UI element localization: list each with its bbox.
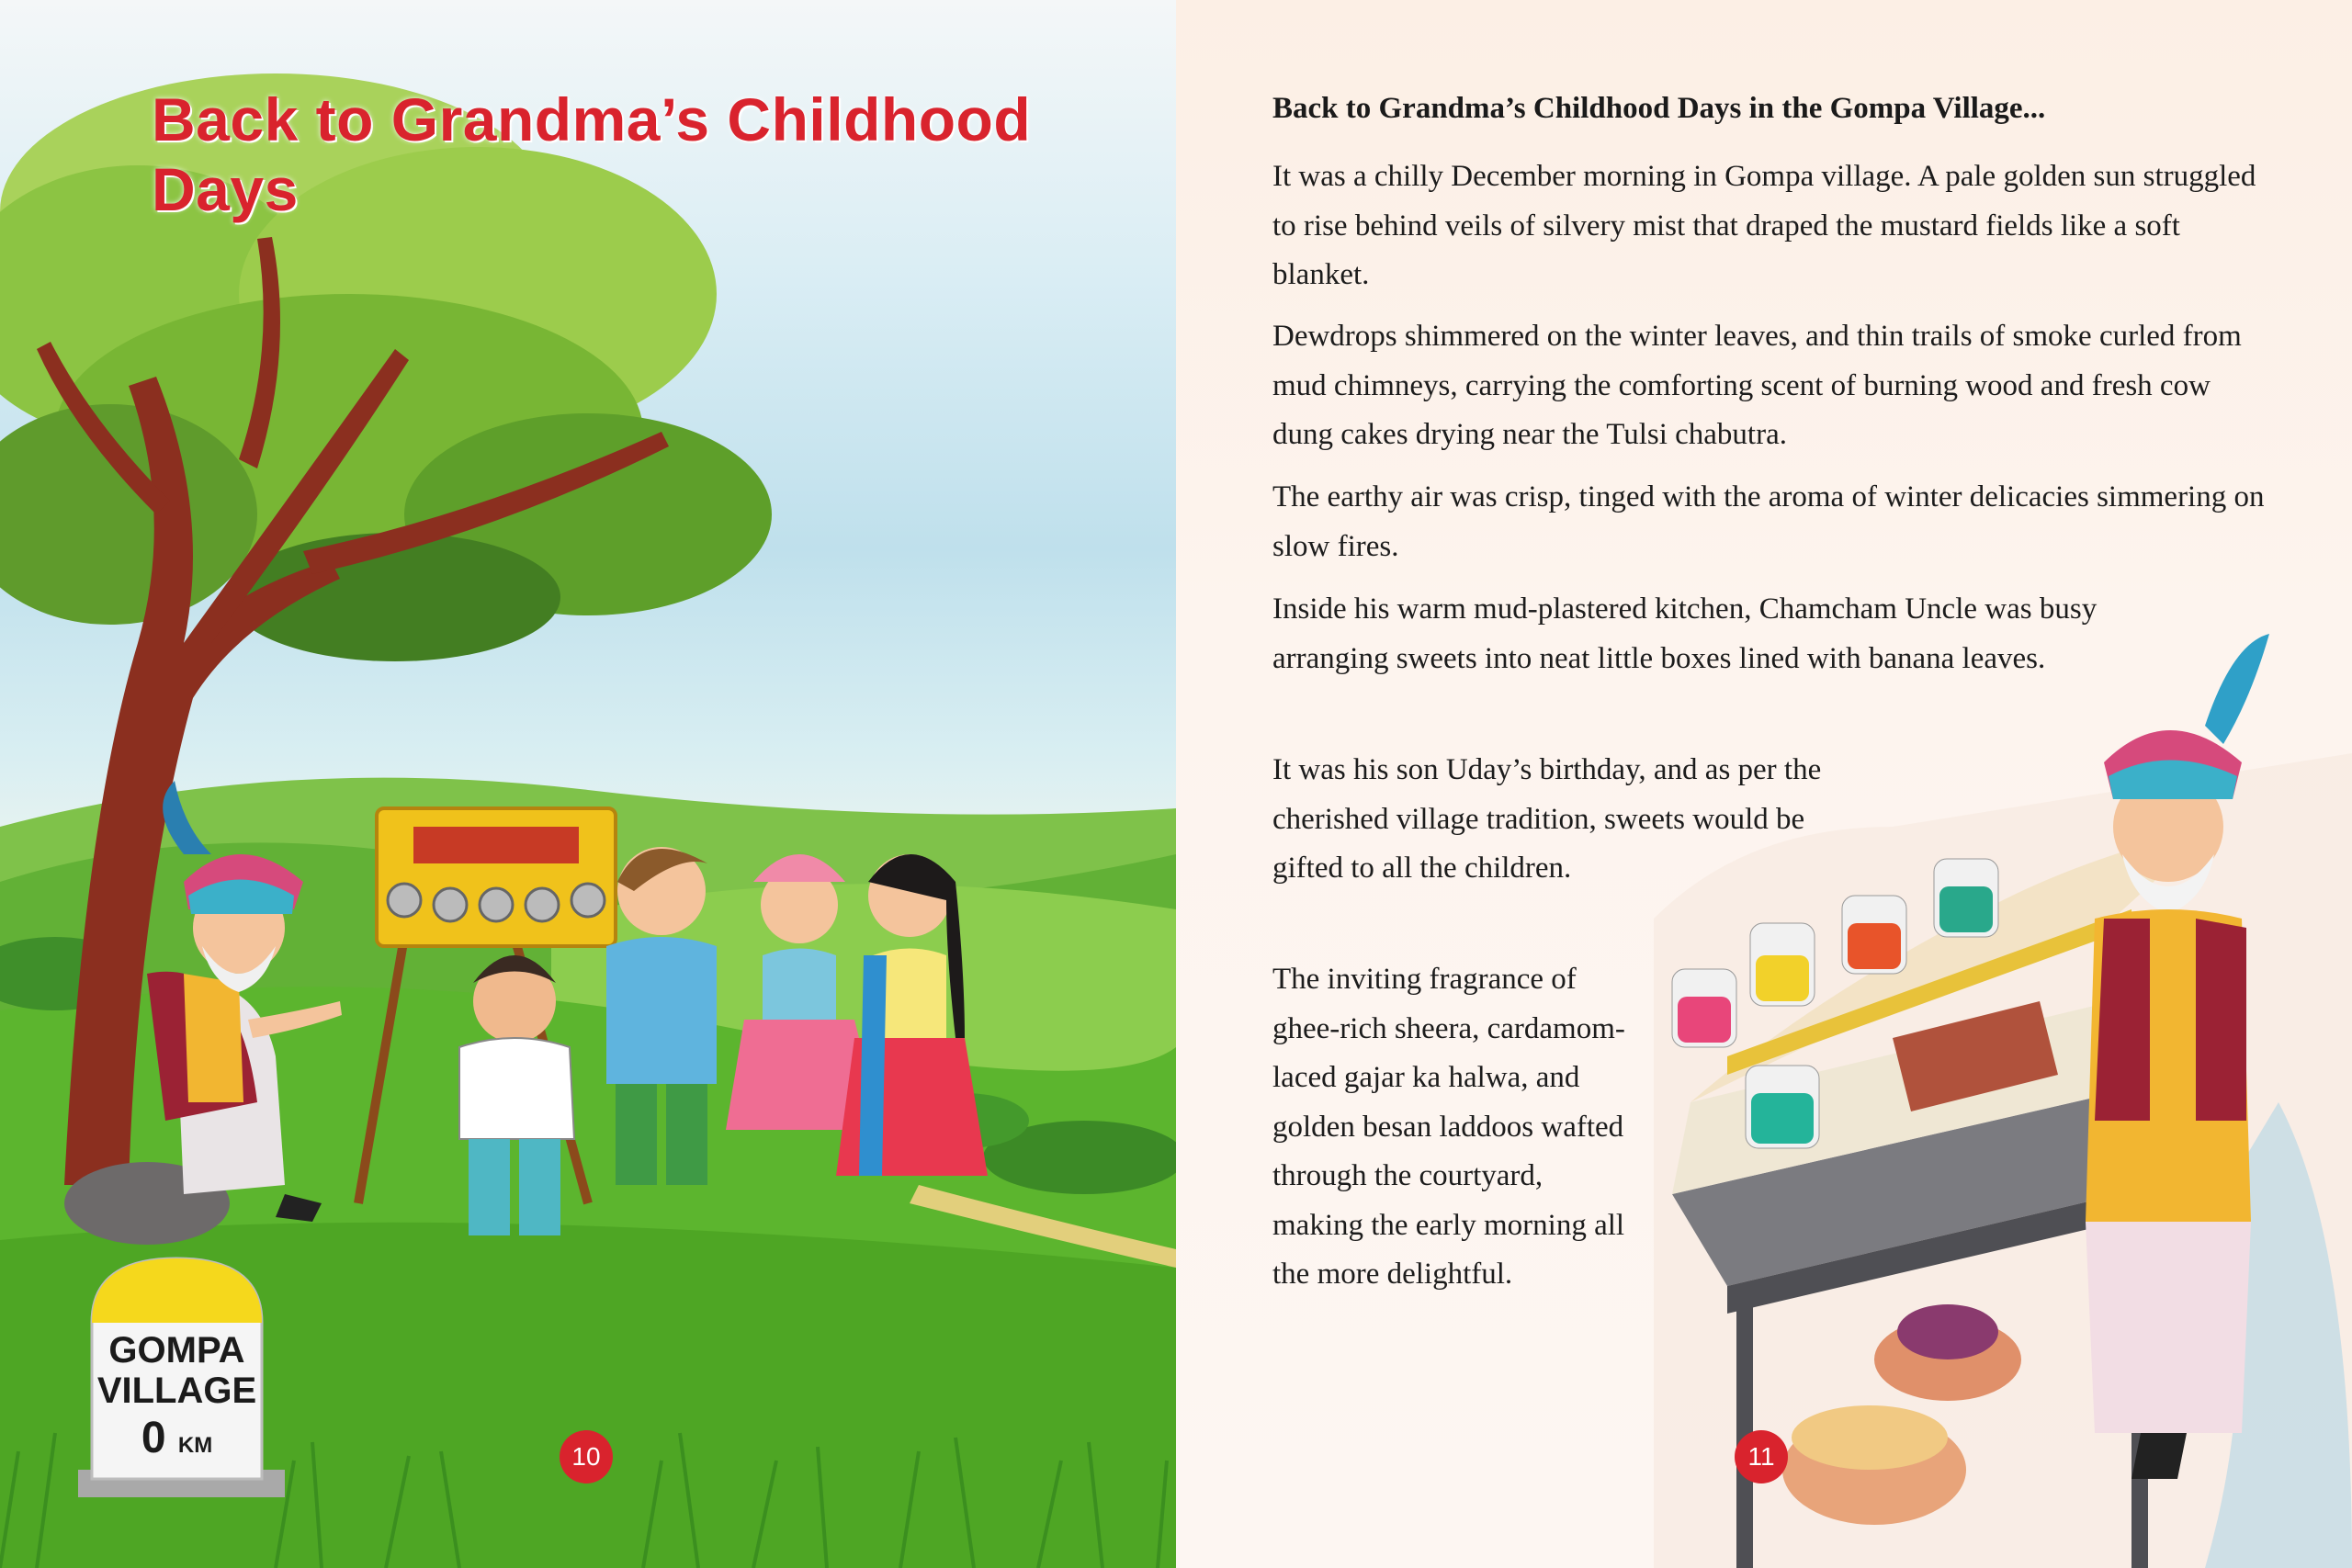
milestone-distance-value: 0: [141, 1414, 166, 1462]
story-paragraph: It was a chilly December morning in Gompa village. A pale golden sun struggled to rise behind veils of silvery mist that draped the mustard fields like a soft blanket.: [1272, 160, 2256, 291]
story-paragraph: It was his son Uday’s birthday, and as per the cherished village tradition, sweets would be gifted to all the children.: [1272, 753, 1822, 885]
page-number-right: 11: [1735, 1430, 1788, 1483]
milestone-line-1: GOMPA: [108, 1330, 245, 1371]
right-page: [1176, 0, 2352, 1568]
page-title: Back to Grandma’s Childhood Days: [152, 85, 1032, 223]
story-paragraph: Inside his warm mud-plastered kitchen, Chamcham Uncle was busy arranging sweets into neat little boxes lined with banana leaves.: [1272, 592, 2098, 675]
chamcham-uncle-figure: [2086, 634, 2269, 1479]
story-heading: Back to Grandma’s Childhood Days in the Gompa Village...: [1272, 92, 2046, 125]
milestone-distance: [92, 1411, 262, 1473]
milestone-distance-unit: KM: [177, 1433, 213, 1458]
milestone-label: [92, 1330, 262, 1473]
page-number-left: 10: [560, 1430, 613, 1483]
milestone-line-2: VILLAGE: [96, 1371, 257, 1411]
story-paragraph: The earthy air was crisp, tinged with the aroma of winter delicacies simmering on slow fires.: [1272, 480, 2265, 563]
story-paragraph: Dewdrops shimmered on the winter leaves, and thin trails of smoke curled from mud chimneys, carrying the comforting scent of burning wood and fresh cow dung cakes drying near the Tulsi chabutra.: [1272, 320, 2242, 451]
story-paragraph: The inviting fragrance of ghee-rich sheera, cardamom-laced gajar ka halwa, and golden besan laddoos wafted through the courtyard, making the early morning all the more delightful.: [1272, 963, 1625, 1291]
